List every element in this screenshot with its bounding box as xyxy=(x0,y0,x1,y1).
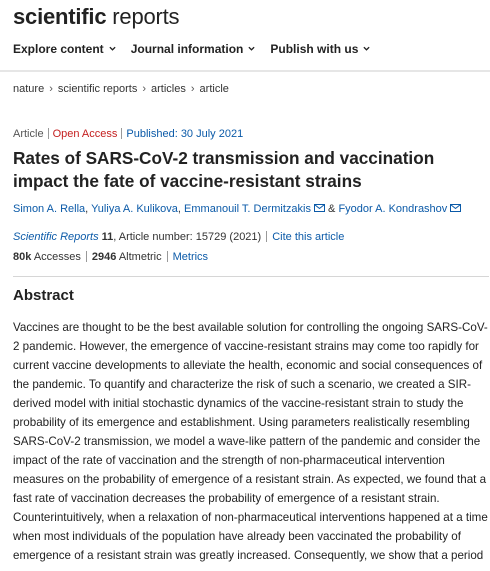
article-title xyxy=(13,147,483,193)
breadcrumb-articles[interactable]: articles xyxy=(151,83,186,95)
meta-divider xyxy=(121,128,122,139)
abstract-line: Counterintuitively, when a relaxation of non-pharmaceutical interventions happened at a time xyxy=(13,511,488,524)
chevron-down-icon xyxy=(363,45,370,52)
author-link[interactable]: Emmanouil T. Dermitzakis xyxy=(184,203,311,215)
nav-item-label: Publish with us xyxy=(270,42,359,56)
abstract-line: when most individuals of the population have already been vaccinated the probability of xyxy=(13,530,461,543)
citation-info xyxy=(13,231,344,243)
metrics-divider xyxy=(167,251,168,262)
email-icon[interactable] xyxy=(450,204,461,212)
citation-divider xyxy=(266,231,267,242)
breadcrumb-separator: › xyxy=(190,83,195,95)
open-access-badge: Open Access xyxy=(52,128,118,140)
main-nav xyxy=(13,42,385,56)
metrics-divider xyxy=(86,251,87,262)
altmetric-score: 2946 xyxy=(91,251,117,263)
author-ampersand: & xyxy=(325,203,339,215)
abstract-line: Vaccines are thought to be the best available solution for controlling the ongoing SARS-CoV- xyxy=(13,321,488,334)
published-date: Published: 30 July 2021 xyxy=(126,128,244,140)
nav-item-label: Explore content xyxy=(13,42,104,56)
nav-publish-with-us[interactable] xyxy=(270,42,370,56)
chevron-down-icon xyxy=(248,45,255,52)
abstract-line: derived model with initial stochastic dynamics of the vaccine-resistant strain to study the xyxy=(13,397,464,410)
abstract-line: current vaccine developments to alleviate the health, economic and social consequences of xyxy=(13,359,483,372)
article-metrics xyxy=(13,251,208,263)
article-number: , Article number: 15729 (2021) xyxy=(113,231,262,243)
volume-number: 11 xyxy=(101,231,114,243)
breadcrumb-separator: › xyxy=(142,83,147,95)
nav-explore-content[interactable] xyxy=(13,42,116,56)
abstract-text xyxy=(13,318,488,565)
article-meta xyxy=(13,128,243,140)
header-divider xyxy=(0,70,490,72)
author-link[interactable]: Simon A. Rella xyxy=(13,203,86,215)
abstract-line: measures on the probability of emergence of a resistant strain. As expected, we found that a xyxy=(13,473,487,486)
journal-link[interactable]: Scientific Reports xyxy=(13,231,99,243)
altmetric-label: Altmetric xyxy=(118,251,162,263)
email-icon[interactable] xyxy=(314,204,325,212)
abstract-line: 2 pandemic. However, the emergence of vaccine-resistant strains may come too rapidly for xyxy=(13,340,479,353)
breadcrumb-separator: › xyxy=(49,83,53,95)
cite-this-article-link[interactable]: Cite this article xyxy=(272,231,345,243)
metrics-link[interactable]: Metrics xyxy=(172,251,209,263)
breadcrumb-scientific-reports[interactable]: scientific reports xyxy=(57,83,138,95)
breadcrumb-nature[interactable]: nature xyxy=(13,83,45,95)
section-divider xyxy=(13,276,489,277)
breadcrumb xyxy=(13,83,229,95)
abstract-line: the pandemic. To quantify and characterize the risk of such a scenario, we created a SIR- xyxy=(13,378,471,391)
abstract-line: fast rate of vaccination decreases the probability of emergence of a resistant strain. xyxy=(13,492,440,505)
article-type: Article xyxy=(13,128,44,140)
chevron-down-icon xyxy=(109,45,116,52)
nav-journal-information[interactable] xyxy=(131,42,256,56)
author-link[interactable]: Yuliya A. Kulikova xyxy=(91,203,178,215)
title-line: Rates of SARS-CoV-2 transmission and vaccination xyxy=(13,148,435,168)
site-logo[interactable] xyxy=(13,4,179,30)
accesses-label: Accesses xyxy=(33,251,81,263)
nav-item-label: Journal information xyxy=(130,42,244,56)
logo-light-text: reports xyxy=(106,4,180,29)
breadcrumb-current: article xyxy=(199,83,229,95)
abstract-line: SARS-CoV-2 transmission, we model a wave-like pattern of the pandemic and consider the xyxy=(13,435,481,448)
meta-divider xyxy=(48,128,49,139)
author-link[interactable]: Fyodor A. Kondrashov xyxy=(338,203,448,215)
abstract-line: impact of the rate of vaccination and the strength of non-pharmaceutical intervention xyxy=(13,454,445,467)
abstract-line: probability of its emergence and establishment. Using parameters realistically resembling xyxy=(13,416,470,429)
title-line: impact the fate of vaccine-resistant strains xyxy=(13,171,362,191)
accesses-count: 80k xyxy=(13,251,32,263)
logo-bold-text: scientific xyxy=(13,4,107,29)
author-list: Simon A. Rella, Yuliya A. Kulikova, Emmanouil T. Dermitzakis & Fyodor A. Kondrashov xyxy=(13,203,461,215)
abstract-line: emergence of a resistant strain was greatly increased. Consequently, we show that a period xyxy=(13,549,484,562)
abstract-heading: Abstract xyxy=(13,287,74,304)
